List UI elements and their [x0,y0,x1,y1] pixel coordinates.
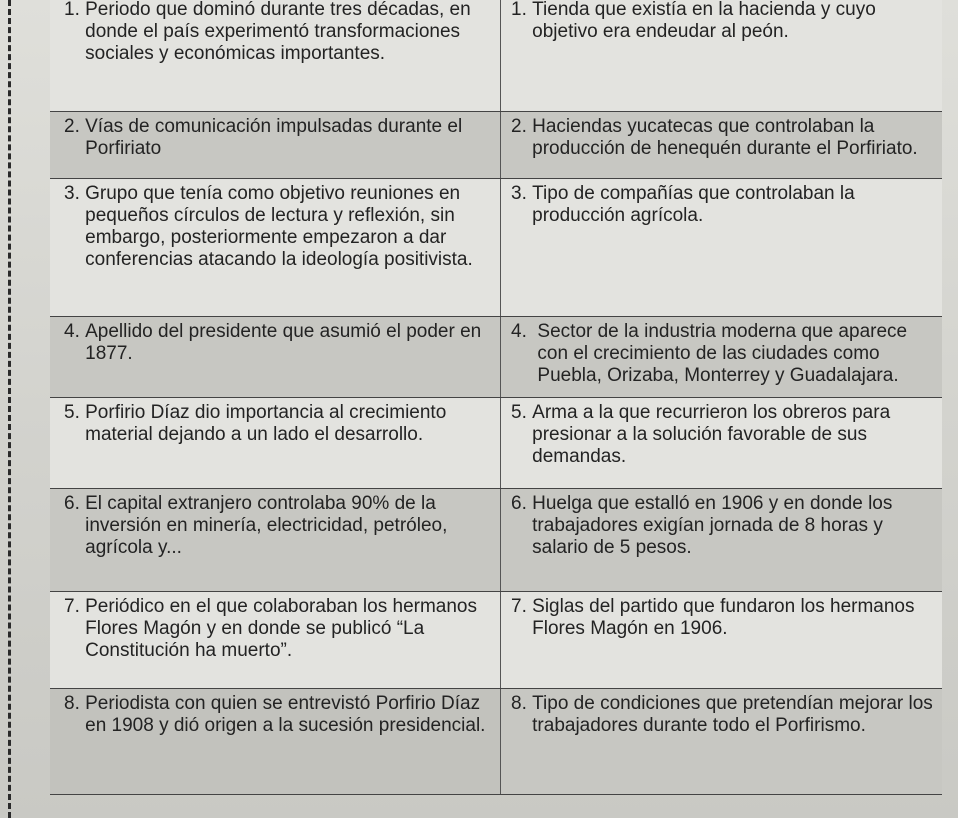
clue-cell-right [501,689,942,795]
clue-cell-left [50,489,501,592]
clue-cell-right [501,112,942,179]
clue-text: Tipo de condiciones que pretendían mejorar los trabajadores durante todo el Porfirismo. [532,693,933,736]
clue-cell-left [50,689,501,795]
table-row [50,0,942,112]
clue-text: Apellido del presidente que asumió el poder en 1877. [85,321,482,364]
clue-number: 3. [64,183,86,204]
clue-text: Periódico en el que colaboraban los hermanos Flores Magón y en donde se publicó “La Constitución ha muerto”. [85,596,477,661]
clue-text: Haciendas yucatecas que controlaban la producción de henequén durante el Porfiriato. [532,116,918,159]
clue-cell-right [501,179,942,317]
clue-text: Grupo que tenía como objetivo reuniones en pequeños círculos de lectura y reflexión, sin embargo, posteriormente empezaron a dar conferencias atacando la ideología positivista. [85,183,473,270]
clue-text: Periodista con quien se entrevistó Porfirio Díaz en 1908 y dió origen a la sucesión presidencial. [85,693,486,736]
clue-number: 3. [511,183,533,204]
table-row [50,317,942,398]
clue-cell-left [50,0,501,112]
worksheet [50,0,940,818]
clue-number: 7. [511,596,533,617]
clue-cell-right [501,0,942,112]
table-row [50,489,942,592]
clue-number: 6. [64,493,86,514]
clue-text: Porfirio Díaz dio importancia al crecimiento material dejando a un lado el desarrollo. [85,402,447,445]
table-row [50,112,942,179]
clue-cell-right [501,317,942,398]
clue-number: 5. [511,402,533,423]
clue-number: 1. [511,0,533,20]
clue-cell-left [50,592,501,689]
clue-text: Periodo que dominó durante tres décadas, en donde el país experimentó transformaciones sociales y económicas importantes. [85,0,471,64]
clue-cell-right [501,592,942,689]
clue-number: 1. [64,0,86,20]
clue-number: 8. [64,693,86,714]
clue-cell-right [501,398,942,489]
clue-text: Huelga que estalló en 1906 y en donde los trabajadores exigían jornada de 8 horas y salario de 5 pesos. [532,493,893,558]
clues-table [50,0,942,795]
clue-cell-left [50,398,501,489]
clue-text: Arma a la que recurrieron los obreros para presionar a la solución favorable de sus demandas. [532,402,891,467]
clue-number: 4. [64,321,86,342]
table-row [50,592,942,689]
clue-number: 4. [511,321,538,342]
clue-text: El capital extranjero controlaba 90% de la inversión en minería, electricidad, petróleo, agrícola y... [85,493,448,558]
clue-text: Tienda que existía en la hacienda y cuyo objetivo era endeudar al peón. [532,0,876,42]
clue-text: Vías de comunicación impulsadas durante el Porfiriato [85,116,463,159]
clue-number: 5. [64,402,86,423]
clue-text: Tipo de compañías que controlaban la producción agrícola. [532,183,855,226]
clue-text: Sector de la industria moderna que aparece con el crecimiento de las ciudades como Puebla, Orizaba, Monterrey y Guadalajara. [537,321,908,386]
clue-number: 8. [511,693,533,714]
table-row [50,179,942,317]
clue-cell-left [50,317,501,398]
clue-cell-left [50,112,501,179]
table-row [50,398,942,489]
clue-cell-left [50,179,501,317]
clue-number: 7. [64,596,86,617]
table-row [50,689,942,795]
clue-number: 2. [511,116,533,137]
clue-number: 2. [64,116,86,137]
clue-text: Siglas del partido que fundaron los hermanos Flores Magón en 1906. [532,596,915,639]
clue-number: 6. [511,493,533,514]
clue-cell-right [501,489,942,592]
cut-line [8,0,11,818]
